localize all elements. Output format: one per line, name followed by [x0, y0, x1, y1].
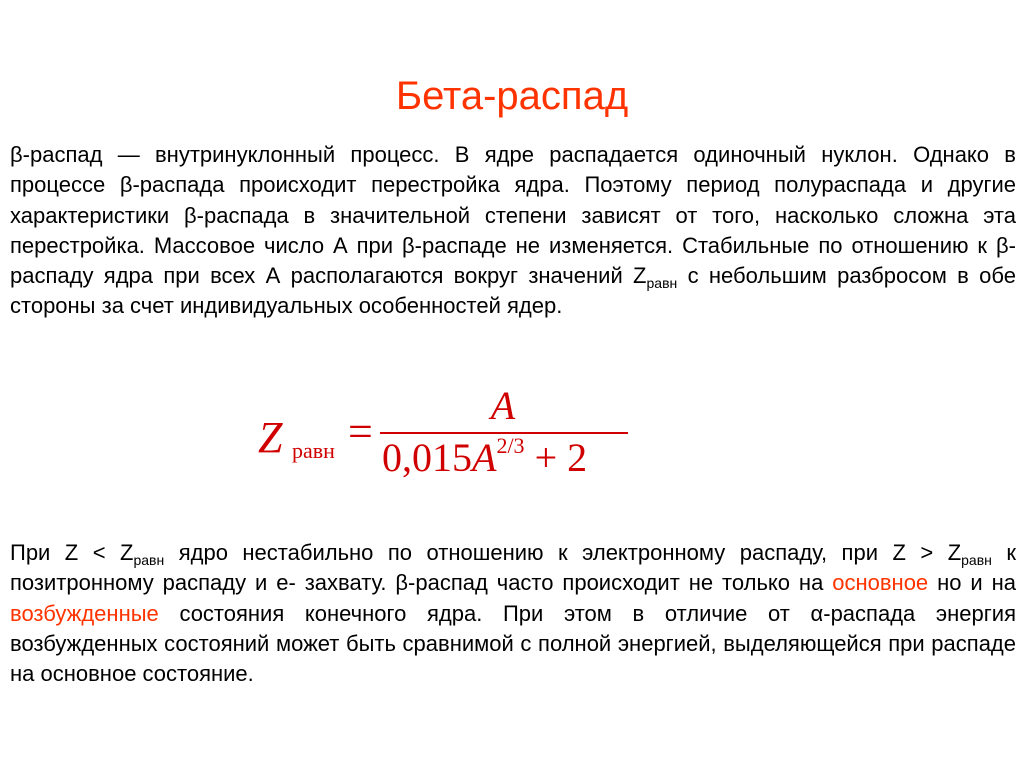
paragraph-stability-text-2: ядро нестабильно по отношению к электронному распаду, при Z > Z	[164, 540, 962, 565]
formula-numerator: A	[490, 383, 516, 428]
formula-den-exponent: 2/3	[496, 433, 525, 458]
formula-den-tail: + 2	[524, 435, 588, 480]
highlight-ground-state: основное	[832, 570, 929, 596]
paragraph-stability-text-5: состояния конечного ядра. При этом в отличие от α-распада энергия возбужденных состояний может быть сравнимой с полной энергией, выделяющейся при распаде на основное состояние.	[10, 600, 1016, 687]
z-eq-subscript-2: равн	[133, 552, 165, 568]
highlight-excited-states: возбужденные	[10, 600, 159, 626]
paragraph-intro-text-2: с небольшим разбросом в обе стороны за счет индивидуальных особенностей ядер.	[10, 263, 1016, 319]
slide-title: Бета-распад	[395, 74, 629, 118]
z-equilibrium-formula	[258, 383, 638, 488]
paragraph-stability-text-4: но и на	[928, 570, 1016, 596]
paragraph-stability-text-3: к позитронному распаду и е- захвату. β-распад часто происходит не только на	[10, 540, 1016, 596]
z-eq-subscript-3: равн	[961, 552, 992, 568]
formula-den-variable: A	[472, 435, 497, 480]
formula-lhs-subscript: равн	[292, 438, 335, 463]
formula-equals-sign: =	[348, 407, 373, 456]
z-eq-subscript: равн	[646, 275, 678, 292]
formula-den-coefficient: 0,015	[382, 435, 472, 480]
formula-denominator	[382, 434, 587, 481]
paragraph-intro	[10, 140, 1016, 322]
formula-lhs-symbol: Z	[258, 413, 283, 462]
paragraph-stability-text-1: При Z < Z	[10, 540, 134, 565]
paragraph-stability	[10, 538, 1016, 689]
paragraph-intro-text-1: β-распад — внутринуклонный процесс. В ядре распадается одиночный нуклон. Однако в процессе β-распада происходит перестройка ядра. Поэтому период полураспада и другие характеристики β-распада в значительной степени зависят от того, насколько сложна эта перестройка. Массовое число А при β-распаде не изменяется. Стабильные по отношению к β-распаду ядра при всех А располагаются вокруг значений Z	[10, 142, 1016, 289]
